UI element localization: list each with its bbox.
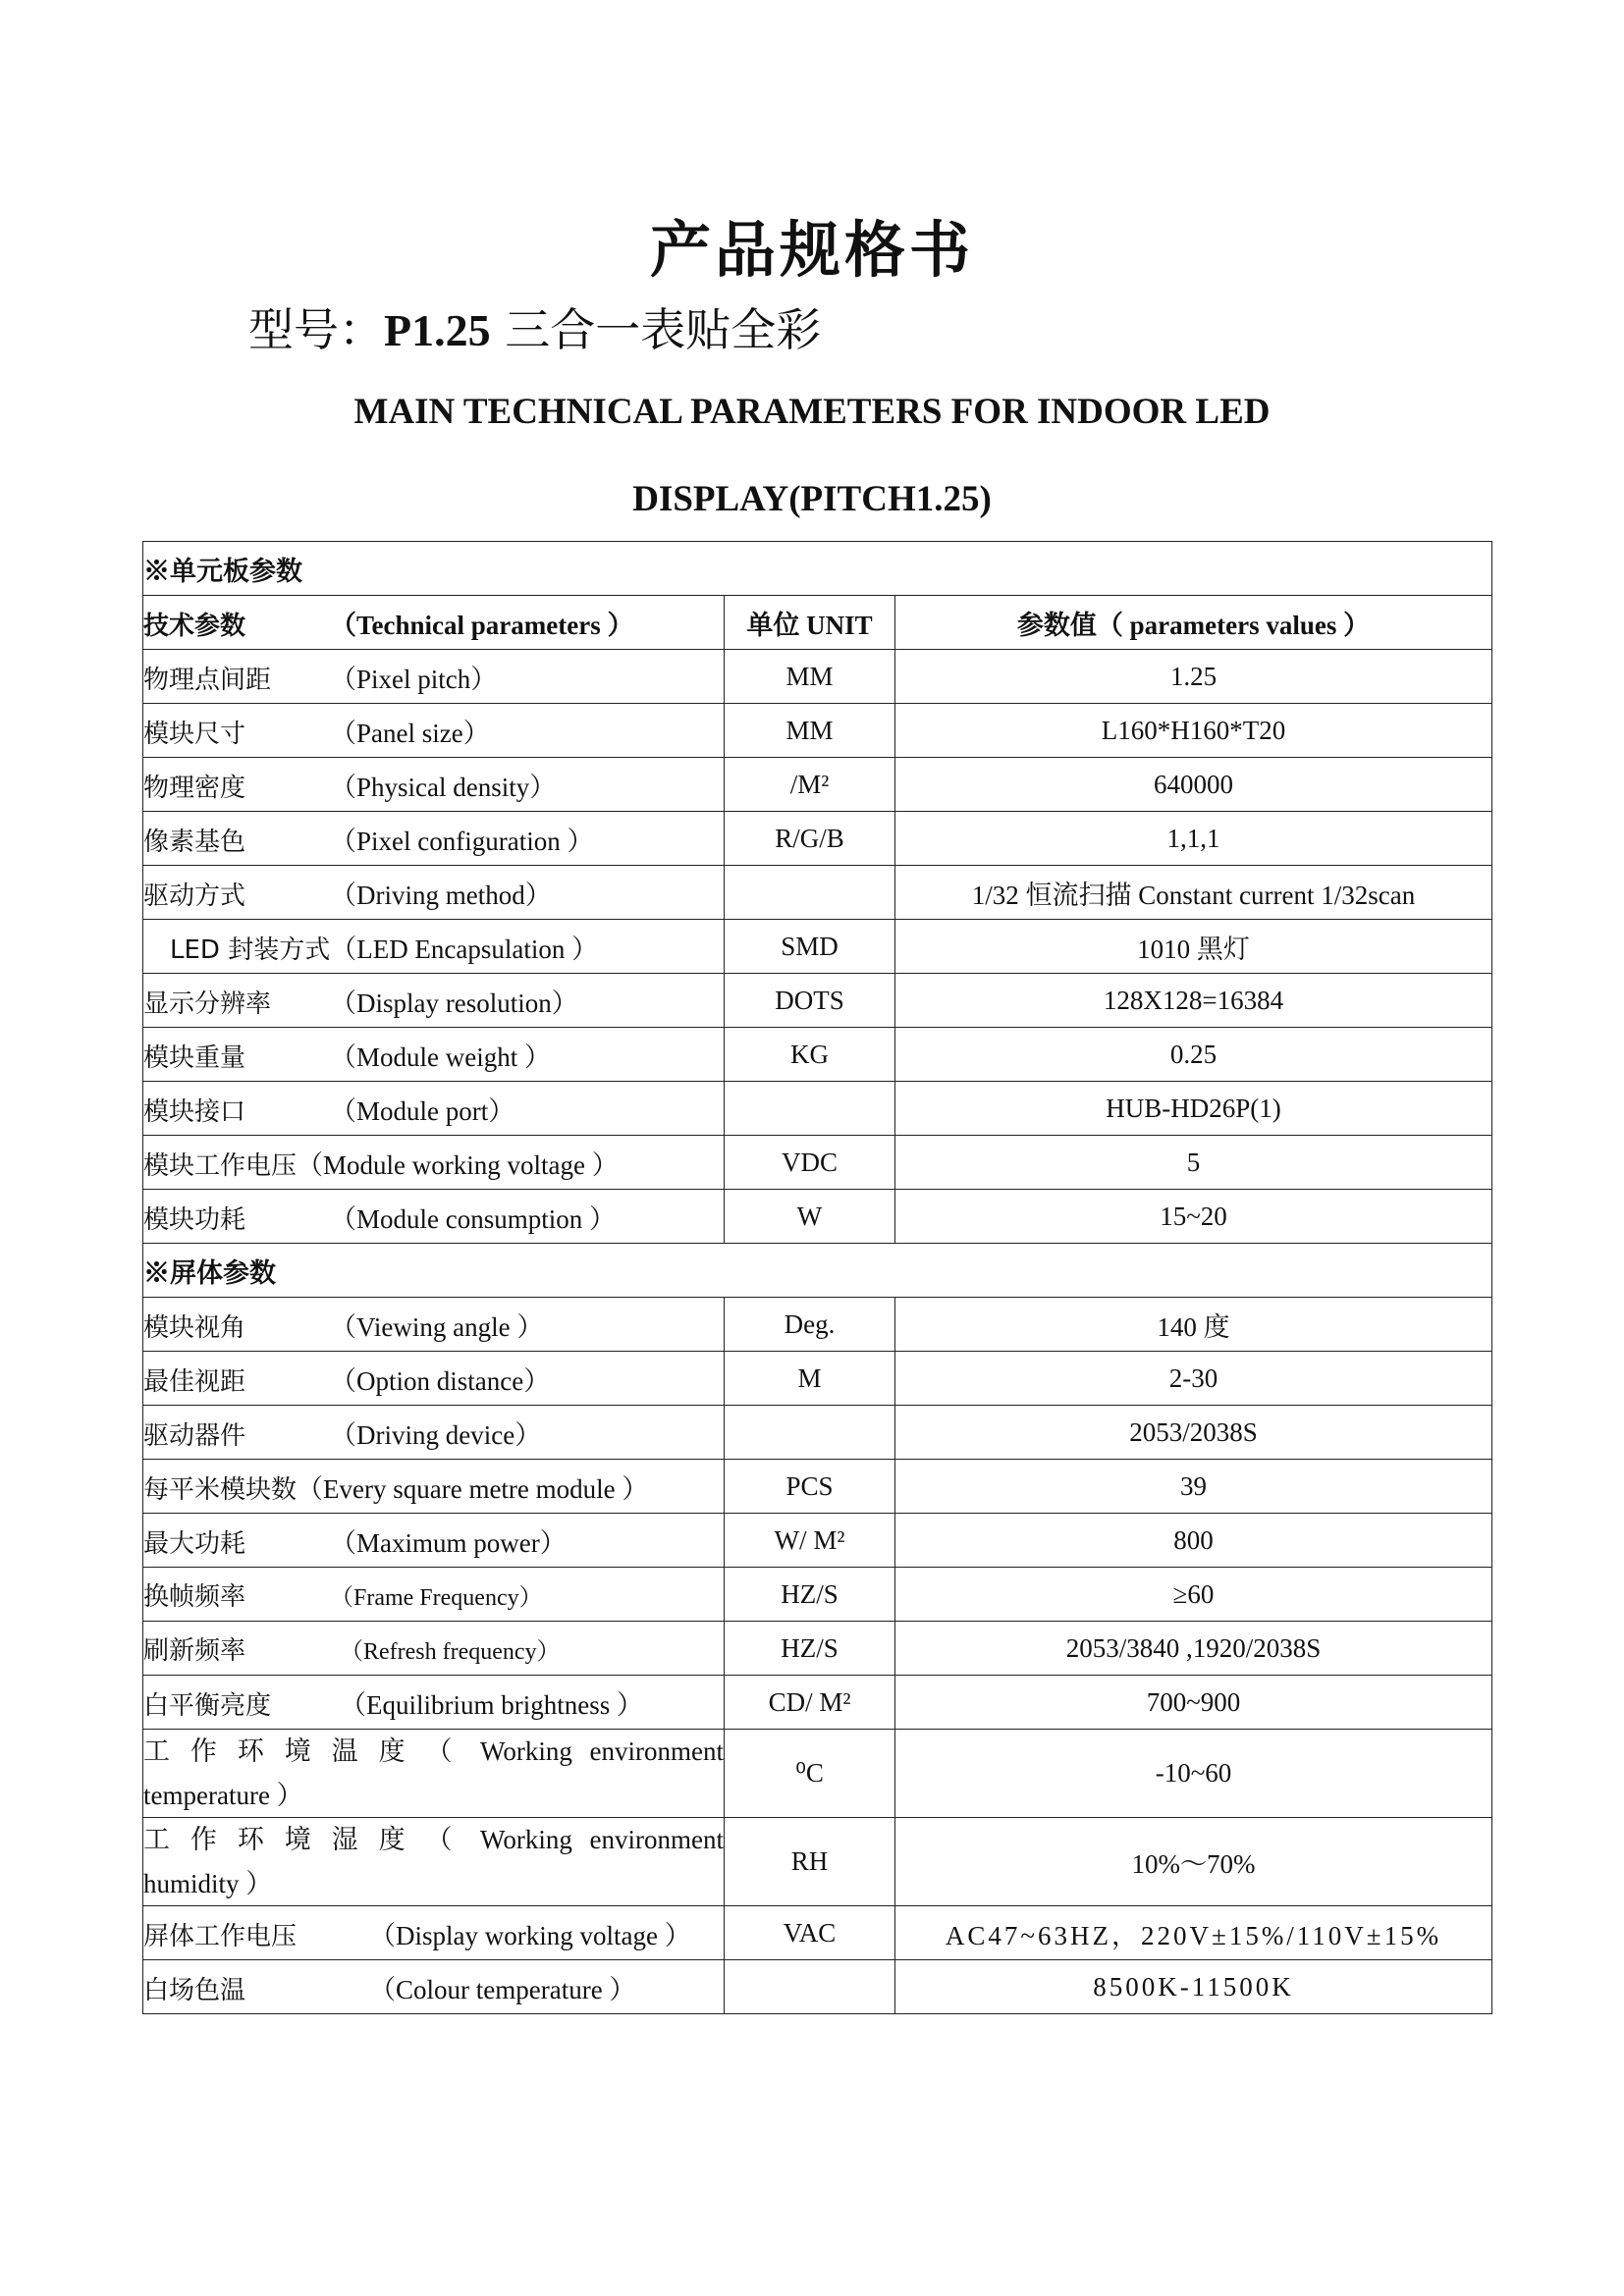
- unit-cell: SMD: [725, 920, 895, 974]
- param-en: （Colour temperature ）: [369, 1974, 636, 2004]
- param-en: （Module consumption ）: [330, 1203, 616, 1234]
- unit-cell: DOTS: [725, 974, 895, 1028]
- param-cn: 驱动方式: [143, 881, 246, 911]
- param-cell: [143, 1082, 725, 1136]
- model-label: 型号：: [248, 303, 384, 356]
- param-cell: [143, 1028, 725, 1082]
- value-cell: 2053/3840 ,1920/2038S: [895, 1622, 1492, 1676]
- param-cell: [143, 1352, 725, 1406]
- value-cell: 1.25: [895, 650, 1492, 704]
- param-cell: [143, 1406, 725, 1460]
- table-row: [143, 1298, 1492, 1352]
- param-en: （Refresh frequency）: [340, 1638, 561, 1665]
- param-en: （Every square metre module ）: [297, 1473, 649, 1504]
- unit-cell: ⁰C: [725, 1730, 895, 1818]
- section-row: [143, 542, 1492, 596]
- table-row: [143, 1082, 1492, 1136]
- unit-cell: /M²: [725, 758, 895, 812]
- param-cell: [143, 650, 725, 704]
- param-en: （Display working voltage ）: [369, 1920, 691, 1950]
- unit-cell: MM: [725, 704, 895, 758]
- unit-cell: VAC: [725, 1906, 895, 1960]
- param-en: （Frame Frequency）: [330, 1584, 543, 1611]
- value-cell: 2-30: [895, 1352, 1492, 1406]
- table-row: [143, 974, 1492, 1028]
- param-cn: 显示分辨率: [143, 988, 272, 1019]
- param-cn: 物理密度: [143, 773, 246, 803]
- param-en: （Driving device）: [330, 1419, 542, 1450]
- value-cell: 8500K-11500K: [895, 1960, 1492, 2014]
- param-cell: [143, 1730, 725, 1818]
- param-cn: 每平米模块数: [143, 1474, 298, 1505]
- header-param-en: （Technical parameters ）: [330, 610, 634, 640]
- param-cell: [143, 920, 725, 974]
- value-cell: 10%～70%: [895, 1818, 1492, 1906]
- table-row: [143, 1352, 1492, 1406]
- param-cn: 换帧频率: [143, 1581, 246, 1612]
- param-cn: 白场色温: [143, 1975, 246, 2005]
- table-row: [143, 1514, 1492, 1568]
- value-cell: 0.25: [895, 1028, 1492, 1082]
- value-cell: HUB-HD26P(1): [895, 1082, 1492, 1136]
- param-cell: [143, 1676, 725, 1730]
- param-en: （Module port）: [330, 1095, 515, 1126]
- param-en: （Pixel configuration ）: [330, 826, 594, 856]
- table-row: [143, 920, 1492, 974]
- english-title-line-1: MAIN TECHNICAL PARAMETERS FOR INDOOR LED: [353, 392, 1271, 432]
- param-cn: 最大功耗: [143, 1528, 246, 1559]
- value-cell: -10~60: [895, 1730, 1492, 1818]
- unit-cell: RH: [725, 1818, 895, 1906]
- unit-cell: KG: [725, 1028, 895, 1082]
- param-cn: 模块重量: [143, 1042, 246, 1073]
- param-cn: 白平衡亮度: [143, 1690, 272, 1721]
- unit-cell: W/ M²: [725, 1514, 895, 1568]
- header-row: [143, 596, 1492, 650]
- param-cell: [143, 974, 725, 1028]
- table-row: [143, 1676, 1492, 1730]
- table-row: [143, 1190, 1492, 1244]
- unit-cell: W: [725, 1190, 895, 1244]
- value-cell: 1,1,1: [895, 812, 1492, 866]
- value-cell: L160*H160*T20: [895, 704, 1492, 758]
- param-cell: [143, 704, 725, 758]
- value-cell: 700~900: [895, 1676, 1492, 1730]
- value-cell: 128X128=16384: [895, 974, 1492, 1028]
- value-cell: AC47~63HZ，220V±15%/110V±15%: [895, 1906, 1492, 1960]
- unit-cell: [725, 1406, 895, 1460]
- param-cn: LED 封装方式: [170, 934, 331, 965]
- param-en: （Driving method）: [330, 880, 552, 910]
- unit-cell: HZ/S: [725, 1568, 895, 1622]
- param-cell: [143, 1514, 725, 1568]
- param-en: （Viewing angle ）: [330, 1311, 544, 1342]
- table-row: [143, 812, 1492, 866]
- value-cell: ≥60: [895, 1568, 1492, 1622]
- param-cell: [143, 1298, 725, 1352]
- value-cell: 640000: [895, 758, 1492, 812]
- param-cell: [143, 1622, 725, 1676]
- model-description: 三合一表贴全彩: [490, 303, 822, 356]
- param-cell: [143, 1960, 725, 2014]
- param-cell: [143, 1136, 725, 1190]
- table-row: [143, 1906, 1492, 1960]
- param-cell: [143, 812, 725, 866]
- param-cell: [143, 1818, 725, 1906]
- value-cell: 39: [895, 1460, 1492, 1514]
- table-row: [143, 758, 1492, 812]
- param-cell: [143, 866, 725, 920]
- model-code: P1.25: [384, 305, 491, 355]
- param-cn: 工作环境湿度: [143, 1825, 426, 1855]
- unit-cell: [725, 1082, 895, 1136]
- param-cn: 模块视角: [143, 1312, 246, 1343]
- header-param: [143, 596, 725, 650]
- param-en: （ Working environment temperature ）: [143, 1736, 725, 1810]
- unit-cell: R/G/B: [725, 812, 895, 866]
- header-unit: 单位 UNIT: [725, 596, 895, 650]
- table-row: [143, 1028, 1492, 1082]
- section-title-screen: ※屏体参数: [143, 1244, 1492, 1298]
- table-row: [143, 1818, 1492, 1906]
- value-cell: 5: [895, 1136, 1492, 1190]
- unit-cell: Deg.: [725, 1298, 895, 1352]
- table-row: [143, 1406, 1492, 1460]
- value-cell: 1010 黑灯: [895, 920, 1492, 974]
- table-row: [143, 1622, 1492, 1676]
- value-cell: 2053/2038S: [895, 1406, 1492, 1460]
- param-cn: 模块工作电压: [143, 1150, 298, 1181]
- param-cell: [143, 1460, 725, 1514]
- table-row: [143, 704, 1492, 758]
- header-param-cn: 技术参数: [143, 611, 246, 641]
- param-cell: [143, 1190, 725, 1244]
- value-cell: 800: [895, 1514, 1492, 1568]
- unit-cell: HZ/S: [725, 1622, 895, 1676]
- param-en: （Pixel pitch）: [330, 664, 498, 694]
- unit-cell: PCS: [725, 1460, 895, 1514]
- table-row: [143, 1136, 1492, 1190]
- param-cn: 工作环境温度: [143, 1736, 426, 1767]
- param-en: （Module weight ）: [330, 1041, 551, 1072]
- table-row: [143, 650, 1492, 704]
- param-cn: 模块尺寸: [143, 719, 246, 749]
- value-cell: 15~20: [895, 1190, 1492, 1244]
- section-row: [143, 1244, 1492, 1298]
- table-row: [143, 1960, 1492, 2014]
- param-en: （Physical density）: [330, 772, 557, 802]
- param-cn: 刷新频率: [143, 1635, 246, 1666]
- document-title: 产品规格书: [649, 214, 974, 286]
- param-cn: 屏体工作电压: [143, 1921, 298, 1951]
- unit-cell: [725, 1960, 895, 2014]
- header-value: 参数值（ parameters values ）: [895, 596, 1492, 650]
- param-cell: [143, 1568, 725, 1622]
- param-cn: 物理点间距: [143, 665, 272, 695]
- param-cn: 模块接口: [143, 1096, 246, 1127]
- spec-table: [142, 541, 1492, 2014]
- value-cell: 140 度: [895, 1298, 1492, 1352]
- param-en: （Maximum power）: [330, 1527, 567, 1558]
- unit-cell: VDC: [725, 1136, 895, 1190]
- table-row: [143, 1730, 1492, 1818]
- unit-cell: MM: [725, 650, 895, 704]
- unit-cell: CD/ M²: [725, 1676, 895, 1730]
- param-cn: 最佳视距: [143, 1366, 246, 1397]
- section-title-unit-board: ※单元板参数: [143, 542, 1492, 596]
- model-line: [248, 294, 821, 359]
- unit-cell: M: [725, 1352, 895, 1406]
- unit-cell: [725, 866, 895, 920]
- value-cell: 1/32 恒流扫描 Constant current 1/32scan: [895, 866, 1492, 920]
- param-cn: 模块功耗: [143, 1204, 246, 1235]
- param-cn: 驱动器件: [143, 1420, 246, 1451]
- table-row: [143, 866, 1492, 920]
- param-en: （Panel size）: [330, 718, 490, 748]
- param-en: （Equilibrium brightness ）: [340, 1689, 643, 1720]
- english-title-line-2: DISPLAY(PITCH1.25): [632, 479, 992, 519]
- param-en: （Option distance）: [330, 1365, 551, 1396]
- param-en: （LED Encapsulation ）: [330, 934, 599, 964]
- param-en: （Module working voltage ）: [297, 1149, 619, 1180]
- table-row: [143, 1568, 1492, 1622]
- param-en: （ Working environment humidity ）: [143, 1825, 725, 1898]
- table-row: [143, 1460, 1492, 1514]
- param-en: （Display resolution）: [330, 988, 578, 1018]
- param-cn: 像素基色: [143, 827, 246, 857]
- param-cell: [143, 758, 725, 812]
- param-cell: [143, 1906, 725, 1960]
